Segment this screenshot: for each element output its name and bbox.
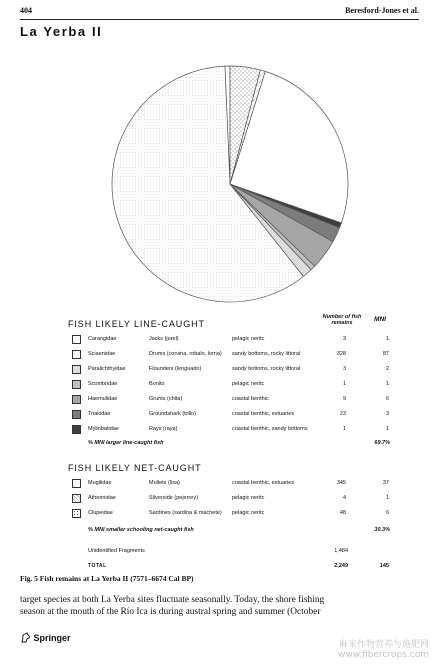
family-name: Carangidae: [88, 336, 117, 342]
family-name: Haemulidae: [88, 396, 118, 402]
table-row: [72, 410, 392, 421]
legend-swatch: [72, 494, 81, 503]
family-name: Triakidae: [88, 411, 111, 417]
family-name: Atherinidae: [88, 495, 116, 501]
line-summary-label: % MNI larger line-caught fish: [88, 440, 164, 446]
body-text-line-2: season at the mouth of the Río Ica is during austral spring and summer (October: [20, 607, 321, 617]
habitat: coastal benthic, estuaries: [232, 480, 295, 486]
total-mni: 145: [379, 563, 389, 569]
figure-title: La Yerba II: [20, 24, 103, 39]
mni-count: 2: [385, 366, 389, 372]
page-number: 404: [20, 6, 32, 15]
legend-swatch: [72, 509, 81, 518]
family-name: Scombridae: [88, 381, 118, 387]
common-name: Rays (raya): [149, 426, 178, 432]
col-remains-header: Number of fish remains: [322, 314, 362, 326]
common-name: Groundshark (tollo): [149, 411, 197, 417]
habitat: coastal benthic, estuaries: [232, 411, 295, 417]
common-name: Drums (corvina, robalo, lorna): [149, 351, 222, 357]
legend-swatch: [72, 410, 81, 419]
unidentified-value: 1,484: [334, 548, 348, 554]
table-row: [72, 395, 392, 406]
common-name: Jacks (jurel): [149, 336, 179, 342]
common-name: Mullets (lisa): [149, 480, 180, 486]
net-summary-label: % MNI smaller schooling net-caught fish: [88, 527, 194, 533]
publisher-name: Springer: [33, 633, 71, 643]
legend-swatch: [72, 425, 81, 434]
common-name: Bonito: [149, 381, 165, 387]
table-row: [72, 425, 392, 436]
running-header: [20, 6, 419, 20]
figure-caption: Fig. 5 Fish remains at La Yerba II (7571–6674 Cal BP): [20, 574, 194, 583]
header-rule: [20, 19, 419, 20]
legend-swatch: [72, 395, 81, 404]
family-name: Myliobatidae: [88, 426, 119, 432]
line-caught-heading: FISH LIKELY LINE-CAUGHT: [68, 319, 205, 329]
habitat: coastal benthic, sandy bottoms: [232, 426, 308, 432]
habitat: pelagic neritc: [232, 381, 265, 387]
habitat: pelagic neritc: [232, 495, 265, 501]
table-row: [72, 509, 392, 520]
watermark-chinese: 麻来作物营养与施肥网: [338, 640, 429, 650]
remains-count: 345: [336, 480, 346, 486]
habitat: pelagic neritc: [232, 510, 265, 516]
line-summary-value: 69.7%: [374, 440, 390, 446]
legend-swatch: [72, 350, 81, 359]
fish-pie-chart: [110, 64, 350, 304]
remains-count: 1: [342, 381, 346, 387]
running-authors: Beresford-Jones et al.: [345, 6, 419, 15]
total-remains: 2,249: [334, 563, 348, 569]
family-name: Paralichthyidae: [88, 366, 126, 372]
legend-swatch: [72, 365, 81, 374]
col-mni-header: MNI: [374, 316, 386, 323]
common-name: Sardines (sardina & machete): [149, 510, 222, 516]
family-name: Clupeidae: [88, 510, 113, 516]
table-row: [72, 494, 392, 505]
table-row: [72, 479, 392, 490]
habitat: pelagic neritc: [232, 336, 265, 342]
common-name: Silverside (pejerrey): [149, 495, 198, 501]
habitat: sandy bottoms, rocky littoral: [232, 351, 301, 357]
remains-count: 1: [342, 426, 346, 432]
springer-horse-icon: [20, 632, 31, 643]
total-label: TOTAL: [88, 563, 107, 569]
table-row: [72, 365, 392, 376]
family-name: Mugilidae: [88, 480, 112, 486]
family-name: Sciaenidae: [88, 351, 116, 357]
common-name: Grunts (chita): [149, 396, 183, 402]
mni-count: 1: [385, 495, 389, 501]
remains-count: 3: [342, 366, 346, 372]
net-summary: [88, 527, 392, 533]
table-row: [72, 350, 392, 361]
body-text-line-1: target species at both La Yerba sites fluctuate seasonally. Today, the shore fishing: [20, 595, 325, 605]
publisher-footer: [20, 632, 71, 643]
remains-count: 328: [336, 351, 346, 357]
table-row: [72, 335, 392, 346]
net-summary-value: 30.3%: [374, 527, 390, 533]
legend-swatch: [72, 479, 81, 488]
legend-swatch: [72, 380, 81, 389]
net-caught-heading: FISH LIKELY NET-CAUGHT: [68, 463, 202, 473]
remains-count: 9: [342, 396, 346, 402]
remains-count: 23: [339, 411, 346, 417]
table-row: [72, 380, 392, 391]
watermark-url: www.fibercrops.com: [338, 650, 429, 660]
remains-count: 4: [342, 495, 346, 501]
mni-count: 1: [385, 426, 389, 432]
mni-count: 6: [385, 510, 389, 516]
mni-count: 6: [385, 396, 389, 402]
mni-count: 37: [382, 480, 389, 486]
line-summary: [88, 440, 392, 446]
mni-count: 1: [385, 336, 389, 342]
habitat: coastal benthic: [232, 396, 269, 402]
common-name: Flounders (lenguado): [149, 366, 202, 372]
remains-count: 48: [339, 510, 346, 516]
habitat: sandy bottoms, rocky littoral: [232, 366, 301, 372]
mni-count: 87: [382, 351, 389, 357]
legend-swatch: [72, 335, 81, 344]
remains-count: 3: [342, 336, 346, 342]
unidentified-label: Unidentified Fragments: [88, 548, 145, 554]
mni-count: 3: [385, 411, 389, 417]
mni-count: 1: [385, 381, 389, 387]
